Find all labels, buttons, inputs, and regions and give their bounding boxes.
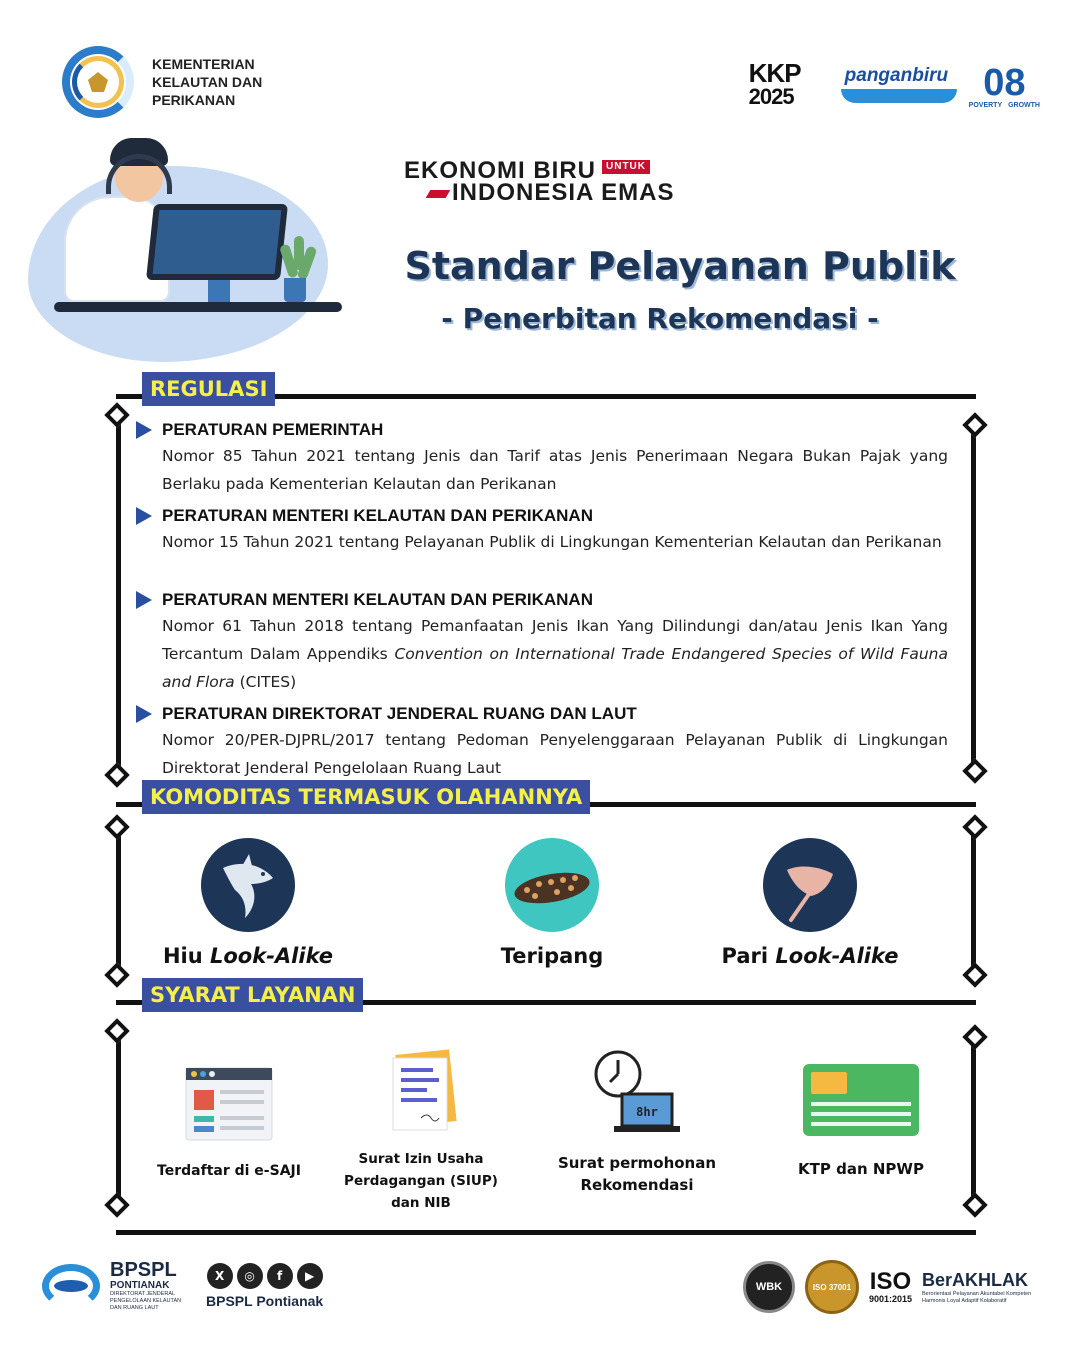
page-subtitle: - Penerbitan Rekomendasi - [441, 302, 879, 335]
commodity-item: Teripang [452, 838, 652, 968]
eight-percent-logo: 08 POVERTY GROWTH [968, 61, 1040, 109]
instagram-icon[interactable]: ◎ [237, 1263, 263, 1289]
regulation-item: PERATURAN MENTERI KELAUTAN DAN PERIKANAN Nomor 61 Tahun 2018 tentang Pemanfaatan Jenis Ikan Yang Dilindungi dan/atau Jenis Ikan Yang Tercantum Dalam Appendiks Convention on International Trade Endangered Species of Wild Fauna and Flora (CITES) [136, 590, 948, 696]
shark-icon [201, 838, 295, 932]
facebook-icon[interactable]: f [267, 1263, 293, 1289]
panganbiru-logo: panganbiru [841, 63, 957, 109]
arrow-right-icon [136, 705, 152, 723]
web-window-icon [184, 1066, 274, 1142]
id-card-icon [801, 1062, 921, 1138]
footer-right [743, 1260, 1040, 1314]
x-icon[interactable]: X [207, 1263, 233, 1289]
ministry-name: KEMENTERIAN KELAUTAN DAN PERIKANAN [152, 56, 263, 108]
svg-text:8hr: 8hr [636, 1105, 658, 1119]
regulation-item: PERATURAN DIREKTORAT JENDERAL RUANG DAN LAUT Nomor 20/PER-DJPRL/2017 tentang Pedoman Penyelenggaraan Pelayanan Publik di Lingkungan Direktorat Jenderal Pengelolaan Ruang Laut [136, 704, 948, 782]
syarat-bottom-rule [116, 1230, 976, 1235]
ministry-logo-icon [58, 42, 138, 122]
clock-laptop-icon [592, 1048, 682, 1138]
requirement-item: KTP dan NPWP [776, 1062, 946, 1180]
wbk-badge: WBK [743, 1261, 795, 1313]
arrow-right-icon [136, 507, 152, 525]
section-label-komoditas: KOMODITAS TERMASUK OLAHANNYA [142, 780, 590, 814]
requirement-item: Terdaftar di e-SAJI [144, 1066, 314, 1182]
arrow-right-icon [136, 421, 152, 439]
berakhlak-logo: BerAKHLAK Berorientasi Pelayanan Akuntabel Kompeten Harmonis Loyal Adaptif Kolaboratif [922, 1269, 1032, 1304]
arrow-right-icon [136, 591, 152, 609]
commodity-item: Hiu Look-Alike [148, 838, 348, 968]
document-icon [381, 1048, 461, 1134]
section-label-syarat: SYARAT LAYANAN [142, 978, 363, 1012]
sea-cucumber-icon [505, 838, 599, 932]
social-handle: BPSPL Pontianak [206, 1293, 324, 1309]
social-block [206, 1263, 323, 1309]
theme-logo: EKONOMI BIRU UNTUK INDONESIA EMAS [404, 157, 675, 206]
section-label-regulasi: REGULASI [142, 372, 275, 406]
footer-left [40, 1258, 323, 1314]
requirement-item: Surat Izin Usaha Perdagangan (SIUP) dan NIB [336, 1048, 506, 1214]
office-worker-illustration [28, 136, 348, 362]
regulation-item: PERATURAN PEMERINTAH Nomor 85 Tahun 2021 tentang Jenis dan Tarif atas Jenis Penerimaan Negara Bukan Pajak yang Berlaku pada Kementerian Kelautan dan Perikanan [136, 420, 948, 498]
bpspl-logo-icon [40, 1258, 102, 1314]
ministry-block [58, 40, 298, 124]
requirement-item: 8hr Surat permohonan Rekomendasi [552, 1048, 722, 1196]
iso-9001-mark: ISO 9001:2015 [868, 1268, 912, 1304]
stingray-icon [763, 838, 857, 932]
iso-37001-badge: ISO 37001 [805, 1260, 859, 1314]
page-title: Standar Pelayanan Publik [404, 244, 956, 288]
regulation-item: PERATURAN MENTERI KELAUTAN DAN PERIKANAN Nomor 15 Tahun 2021 tentang Pelayanan Publik di Lingkungan Kementerian Kelautan dan Perikanan [136, 506, 948, 556]
kkp-logo: KKP 2025 [748, 58, 801, 109]
partner-logos [749, 60, 1040, 112]
youtube-icon[interactable]: ▶ [297, 1263, 323, 1289]
commodity-item: Pari Look-Alike [710, 838, 910, 968]
bpspl-name: BPSPL PONTIANAK DIREKTORAT JENDERAL PENGELOLAAN KELAUTAN DAN RUANG LAUT [110, 1259, 182, 1311]
